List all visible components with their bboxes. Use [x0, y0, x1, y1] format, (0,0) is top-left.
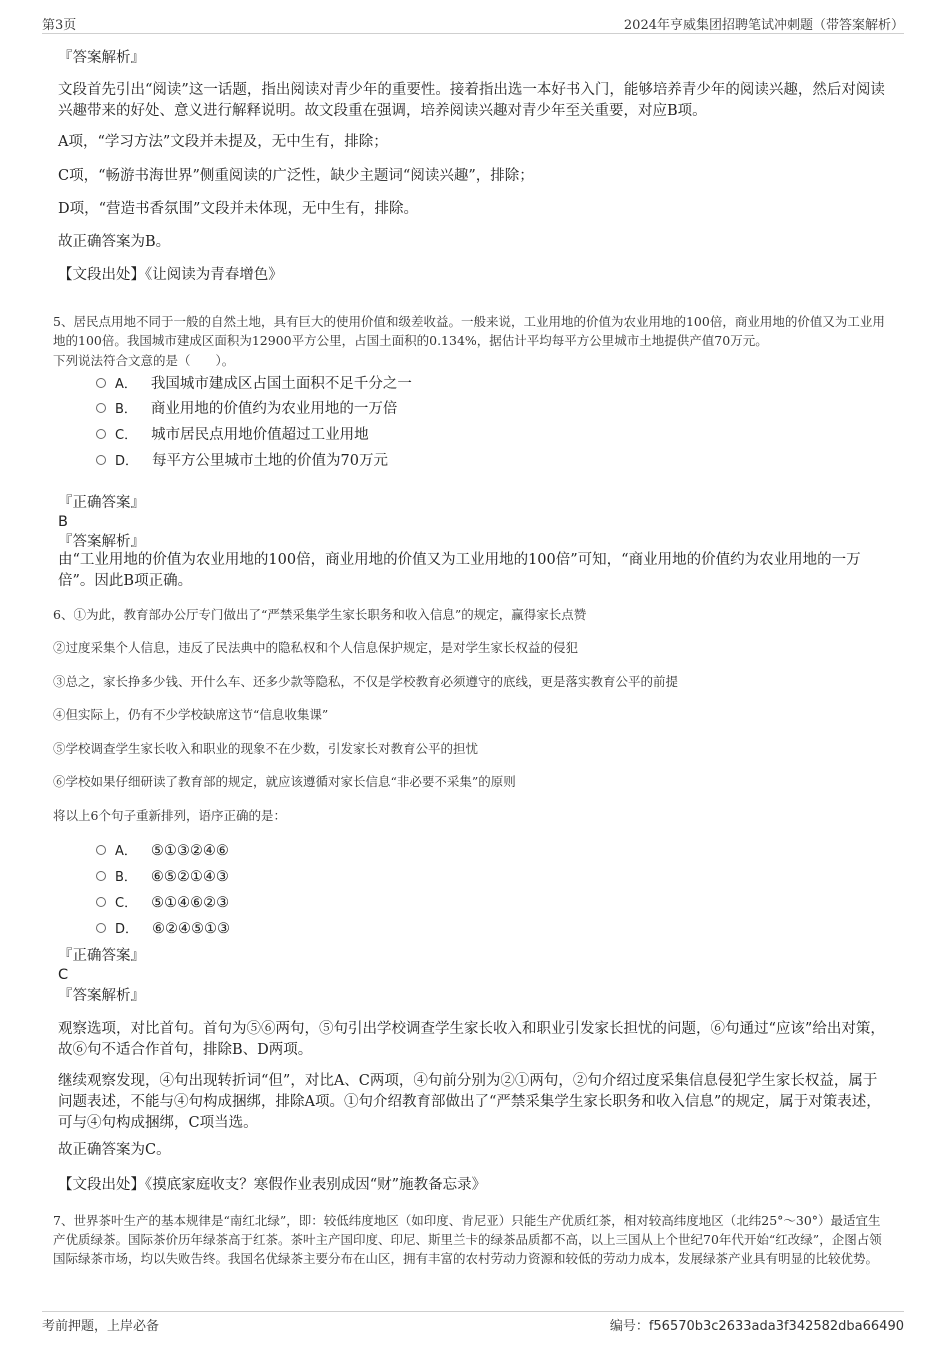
q5-answer-label: 『正确答案』 [58, 495, 145, 511]
q5-analysis: 由“工业用地的价值为农业用地的100倍，商业用地的价值又为工业用地的100倍”可知，“商业用地的价值约为农业用地的一万倍”。因此B项正确。 [58, 552, 861, 589]
q4-analysis-option-d: D项，“营造书香氛围”文段并未体现，无中生有，排除。 [58, 201, 418, 217]
q4-source: 【文段出处】《让阅读为青春增色》 [58, 267, 283, 283]
document-id: 编号：f56570b3c2633ada3f342582dba66490 [609, 1319, 904, 1334]
q6-answer-label: 『正确答案』 [58, 948, 145, 964]
q7-stem: 7、世界茶叶生产的基本规律是“南红北绿”，即：较低纬度地区（如印度、肯尼亚）只能生产优质红茶，相对较高纬度地区（北纬25°～30°）最适宜生产优质绿茶。国际茶价历年绿茶高于红茶。茶叶主产国印度、印尼、斯里兰卡的绿茶品质都不高，以上三国从上个世纪70年代开始“红改绿”，企图占领国际绿茶市场，均以失败告终。我国名优绿茶主要分布在山区，拥有丰富的农村劳动力资源和较低的劳动力成本，发展绿茶产业具有明显的比较优势。 [53, 1213, 882, 1266]
q6-analysis-paragraph-1: 观察选项，对比首句。首句为⑤⑥两句，⑤句引出学校调查学生家长收入和职业引发家长担忧的问题，⑥句通过“应该”给出对策，故⑥句不适合作首句，排除B、D两项。 [58, 1021, 885, 1058]
radio-icon[interactable] [96, 455, 106, 465]
q6-sentence-6: ⑥学校如果仔细研读了教育部的规定，就应该遵循对家长信息“非必要不采集”的原则 [53, 774, 516, 789]
q4-conclusion: 故正确答案为B。 [58, 234, 171, 250]
radio-icon[interactable] [96, 378, 106, 388]
radio-icon[interactable] [96, 845, 106, 855]
q4-analysis-label: 『答案解析』 [58, 50, 145, 66]
q6-analysis-label: 『答案解析』 [58, 988, 145, 1004]
q5-option-a[interactable]: A． 我国城市建成区占国土面积不足千分之一 [96, 373, 412, 395]
q4-analysis-paragraph: 文段首先引出“阅读”这一话题，指出阅读对青少年的重要性。接着指出选一本好书入门，能够培养青少年的阅读兴趣，然后对阅读兴趣带来的好处、意义进行解释说明。故文段重在强调，培养阅读兴趣对青少年至关重要，对应B项。 [58, 82, 885, 119]
radio-icon[interactable] [96, 897, 106, 907]
radio-icon[interactable] [96, 429, 106, 439]
q6-prompt: 将以上6个句子重新排列，语序正确的是： [53, 808, 286, 823]
q5-answer: B [58, 514, 68, 530]
q5-prompt: 下列说法符合文意的是（ ）。 [53, 353, 235, 368]
q5-stem: 5、居民点用地不同于一般的自然土地，具有巨大的使用价值和级差收益。一般来说，工业用地的价值为农业用地的100倍，商业用地的价值又为工业用地的100倍。我国城市建成区面积为12900平方公里，占国土面积的0.134%，据估计平均每平方公里城市土地提供产值70万元。 [53, 314, 885, 348]
q6-option-b[interactable]: B． ⑥⑤②①④③ [96, 866, 229, 888]
q5-option-c[interactable]: C． 城市居民点用地价值超过工业用地 [96, 424, 369, 446]
q4-analysis-option-c: C项，“畅游书海世界”侧重阅读的广泛性，缺少主题词“阅读兴趣”，排除； [58, 168, 534, 184]
document-title: 2024年亨威集团招聘笔试冲刺题（带答案解析） [623, 18, 904, 33]
page-number: 第3页 [42, 18, 77, 33]
radio-icon[interactable] [96, 923, 106, 933]
q5-option-b[interactable]: B． 商业用地的价值约为农业用地的一万倍 [96, 398, 397, 420]
q6-analysis-paragraph-2: 继续观察发现，④句出现转折词“但”，对比A、C两项，④句前分别为②①两句，②句介绍过度采集信息侵犯学生家长权益，属于问题表述，不能与④句构成捆绑，排除A项。①句介绍教育部做出了“严禁采集学生家长职务和收入信息”的规定，属于对策表述，可与④句构成捆绑，C项当选。 [58, 1073, 881, 1131]
header-divider [42, 33, 904, 34]
q6-conclusion: 故正确答案为C。 [58, 1142, 171, 1158]
q6-sentence-2: ②过度采集个人信息，违反了民法典中的隐私权和个人信息保护规定，是对学生家长权益的侵犯 [53, 640, 579, 655]
q6-answer: C [58, 967, 69, 983]
q6-sentence-5: ⑤学校调查学生家长收入和职业的现象不在少数，引发家长对教育公平的担忧 [53, 741, 479, 756]
radio-icon[interactable] [96, 403, 106, 413]
radio-icon[interactable] [96, 871, 106, 881]
q6-sentence-4: ④但实际上，仍有不少学校缺席这节“信息收集课” [53, 707, 329, 722]
footer-slogan: 考前押题，上岸必备 [42, 1319, 160, 1334]
q6-source: 【文段出处】《摸底家庭收支？寒假作业表别成因“财”施教备忘录》 [58, 1177, 487, 1193]
q6-sentence-1: 6、①为此，教育部办公厅专门做出了“严禁采集学生家长职务和收入信息”的规定，赢得家长点赞 [53, 607, 587, 622]
q5-option-d[interactable]: D． 每平方公里城市土地的价值为70万元 [96, 450, 388, 472]
q4-analysis-option-a: A项，“学习方法”文段并未提及，无中生有，排除； [58, 134, 388, 150]
q6-option-a[interactable]: A． ⑤①③②④⑥ [96, 840, 229, 862]
page-header [0, 0, 950, 34]
q6-option-d[interactable]: D． ⑥②④⑤①③ [96, 918, 230, 940]
q6-option-c[interactable]: C． ⑤①④⑥②③ [96, 892, 229, 914]
q6-sentence-3: ③总之，家长挣多少钱、开什么车、还多少款等隐私，不仅是学校教育必须遵守的底线，更是落实教育公平的前提 [53, 674, 679, 689]
q5-analysis-label: 『答案解析』 [58, 534, 145, 550]
footer-divider [42, 1311, 904, 1312]
